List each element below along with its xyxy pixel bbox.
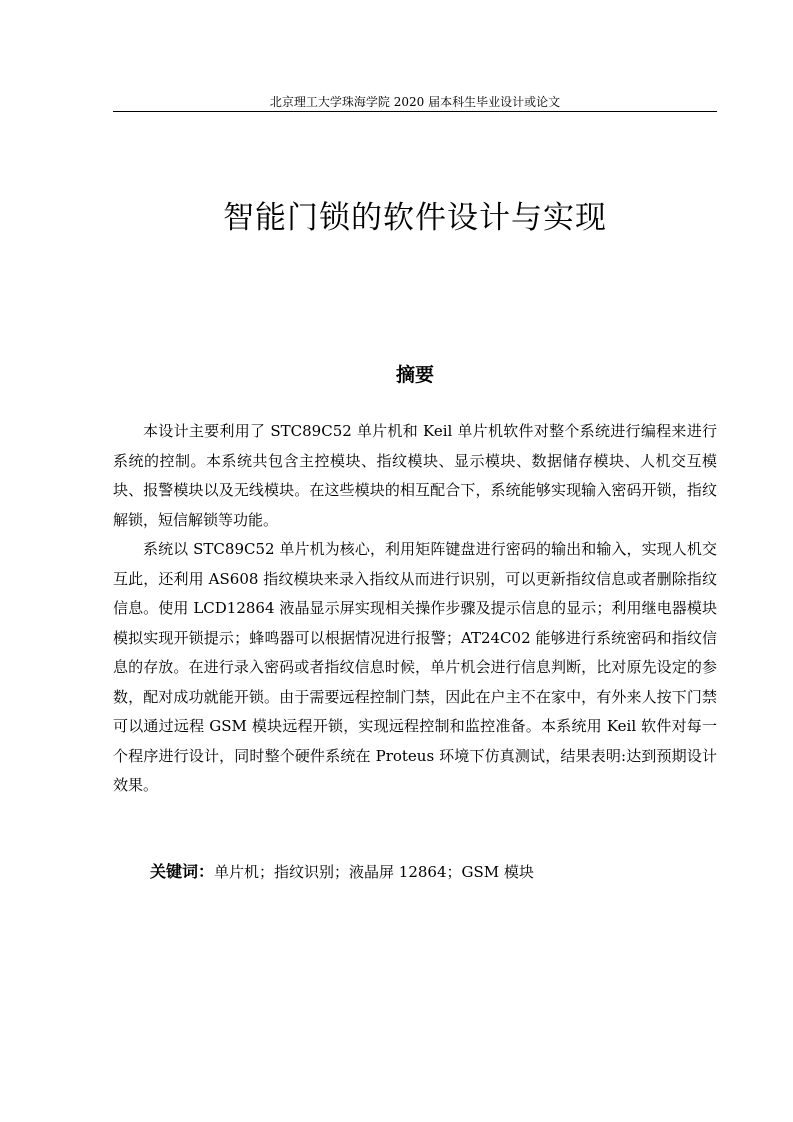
thesis-title: 智能门锁的软件设计与实现 [223,200,607,236]
abstract-body [113,417,717,801]
running-header: 北京理工大学珠海学院 2020 届本科生毕业设计或论文 [269,95,561,109]
keywords-line [150,860,717,884]
abstract-paragraph: 系统以 STC89C52 单片机为核心，利用矩阵键盘进行密码的输出和输入，实现人机交互此，还利用 AS608 指纹模块来录入指纹从而进行识别，可以更新指纹信息或者删除指纹信息。使用 LCD12864 液晶显示屏实现相关操作步骤及提示信息的显示；利用继电器模块模拟实现开锁提示；蜂鸣器可以根据情况进行报警；AT24C02 能够进行系统密码和指纹信息的存放。在进行录入密码或者指纹信息时候，单片机会进行信息判断，比对原先设定的参数，配对成功就能开锁。由于需要远程控制门禁，因此在户主不在家中，有外来人按下门禁可以通过远程 GSM 模块远程开锁，实现远程控制和监控准备。本系统用 Keil 软件对每一个程序进行设计，同时整个硬件系统在 Proteus 环境下仿真测试，结果表明:达到预期设计效果。 [113,540,717,794]
abstract-paragraph: 本设计主要利用了 STC89C52 单片机和 Keil 单片机软件对整个系统进行编程来进行系统的控制。本系统共包含主控模块、指纹模块、显示模块、数据储存模块、人机交互模块、报警模块以及无线模块。在这些模块的相互配合下，系统能够实现输入密码开锁，指纹解锁，短信解锁等功能。 [113,422,717,529]
keywords-text: 单片机；指纹识别；液晶屏 12864；GSM 模块 [214,863,534,881]
abstract-heading: 摘要 [395,364,434,386]
keywords-label: 关键词： [150,862,215,881]
header-rule [113,111,717,112]
